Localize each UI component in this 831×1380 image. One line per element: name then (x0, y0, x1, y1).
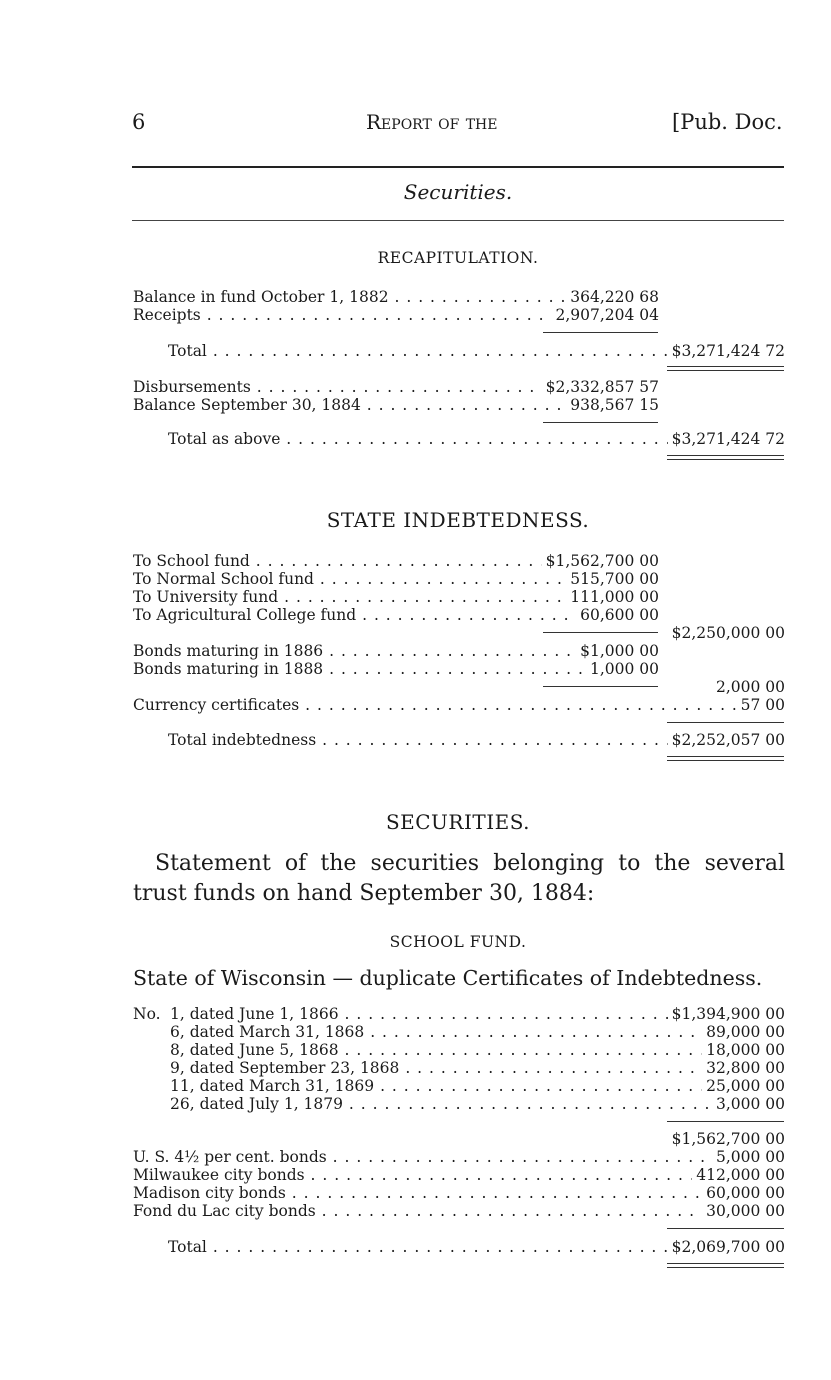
subtotal-rule (543, 422, 658, 423)
row-amount: 938,567 15 (566, 396, 659, 414)
row-label: Total . . . (168, 1238, 781, 1256)
row-label: To Normal School fund . . . (133, 570, 655, 588)
row-label: 26, dated July 1, 1879 . . . (170, 1095, 781, 1113)
header-rule (132, 166, 784, 168)
row-total: $1,562,700 00 (668, 1130, 785, 1148)
recap-total-row (168, 342, 785, 360)
row-label: To University fund . . . (133, 588, 655, 606)
subtotal-rule (543, 332, 658, 333)
state-indebtedness-heading: STATE INDEBTEDNESS. (326, 508, 590, 532)
section-running-title: Securities. (403, 180, 513, 204)
row-label: Madison city bonds . . . (133, 1184, 781, 1202)
row-amount: 111,000 00 (566, 588, 659, 606)
certificates-subtotal (133, 1130, 785, 1148)
row-label: Milwaukee city bonds . . . (133, 1166, 781, 1184)
bond-row (133, 1166, 785, 1184)
row-amount: 515,700 00 (566, 570, 659, 588)
row-label: Receipts . . . (133, 306, 655, 324)
row-label: To School fund . . . (133, 552, 655, 570)
row-label: 1, dated June 1, 1866 . . . (170, 1005, 781, 1023)
row-total: 2,000 00 (712, 678, 785, 696)
row-total: $3,271,424 72 (668, 430, 785, 448)
row-total: $1,394,900 00 (668, 1005, 785, 1023)
row-total: 30,000 00 (702, 1202, 785, 1220)
securities-statement: Statement of the securities belonging to the several trust funds on hand September 30, 1884: (133, 851, 785, 906)
row-label: Total indebtedness . . . (168, 731, 781, 749)
subtotal-rule (667, 1228, 784, 1229)
row-label: Total . . . (168, 342, 781, 360)
school-fund-heading: SCHOOL FUND. (389, 933, 527, 951)
row-amount: 1,000 00 (586, 660, 659, 678)
row-label: 11, dated March 31, 1869 . . . (170, 1077, 781, 1095)
subtotal-rule (667, 1121, 784, 1122)
row-label: 9, dated September 23, 1868 . . . (170, 1059, 781, 1077)
recap-row (133, 396, 785, 414)
indebtedness-row (133, 642, 785, 660)
certificate-row (170, 1023, 785, 1041)
bond-row (133, 1202, 785, 1220)
row-label: 8, dated June 5, 1868 . . . (170, 1041, 781, 1059)
row-label: Bonds maturing in 1886 . . . (133, 642, 655, 660)
row-amount: 60,600 00 (576, 606, 659, 624)
indebtedness-subtotal (133, 678, 785, 696)
row-label: Balance in fund October 1, 1882 . . . (133, 288, 655, 306)
certificate-row (170, 1005, 785, 1023)
double-rule (667, 1263, 784, 1268)
row-total: 18,000 00 (702, 1041, 785, 1059)
indebtedness-subtotal (133, 624, 785, 642)
certificate-row (170, 1095, 785, 1113)
page-number: 6 (132, 110, 146, 134)
certificate-row (170, 1059, 785, 1077)
row-total: 25,000 00 (702, 1077, 785, 1095)
indebtedness-row (133, 696, 785, 714)
recap-row (133, 378, 785, 396)
recap-row (133, 288, 785, 306)
recap-row (133, 306, 785, 324)
row-label: Balance September 30, 1884 . . . (133, 396, 655, 414)
double-rule (667, 756, 784, 761)
row-amount: 364,220 68 (566, 288, 659, 306)
indebtedness-row (133, 588, 785, 606)
section-rule (132, 220, 784, 221)
indebtedness-row (133, 660, 785, 678)
row-label: U. S. 4½ per cent. bonds . . . (133, 1148, 781, 1166)
row-label: Bonds maturing in 1888 . . . (133, 660, 655, 678)
row-total: 412,000 00 (692, 1166, 785, 1184)
indebtedness-total-row (168, 731, 785, 749)
row-total: 60,000 00 (702, 1184, 785, 1202)
running-title: Report of the (366, 110, 498, 134)
row-amount: $1,562,700 00 (542, 552, 659, 570)
row-total: 3,000 00 (712, 1095, 785, 1113)
row-amount: $2,332,857 57 (542, 378, 659, 396)
recapitulation-heading: RECAPITULATION. (377, 249, 539, 267)
row-label: Total as above . . . (168, 430, 781, 448)
bond-row (133, 1184, 785, 1202)
row-amount: $1,000 00 (576, 642, 659, 660)
row-label: Disbursements . . . (133, 378, 655, 396)
certificate-row (170, 1077, 785, 1095)
row-total: $2,250,000 00 (668, 624, 785, 642)
row-total: $3,271,424 72 (668, 342, 785, 360)
recap-total-row (168, 430, 785, 448)
indebtedness-row (133, 552, 785, 570)
indebtedness-row (133, 606, 785, 624)
row-total: $2,069,700 00 (668, 1238, 785, 1256)
row-total: 32,800 00 (702, 1059, 785, 1077)
bond-row (133, 1148, 785, 1166)
double-rule (667, 366, 784, 371)
row-total: $2,252,057 00 (668, 731, 785, 749)
row-label: Fond du Lac city bonds . . . (133, 1202, 781, 1220)
row-amount: 2,907,204 04 (551, 306, 659, 324)
row-label: To Agricultural College fund . . . (133, 606, 655, 624)
row-total: 5,000 00 (712, 1148, 785, 1166)
row-label: 6, dated March 31, 1868 . . . (170, 1023, 781, 1041)
pub-doc-label: [Pub. Doc. (672, 110, 783, 134)
securities-heading: SECURITIES. (385, 810, 531, 834)
row-total: 57 00 (737, 696, 785, 714)
number-prefix: No. (133, 1005, 161, 1023)
double-rule (667, 455, 784, 460)
certificate-row (170, 1041, 785, 1059)
row-total: 89,000 00 (702, 1023, 785, 1041)
indebtedness-row (133, 570, 785, 588)
school-fund-total-row (168, 1238, 785, 1256)
row-label: Currency certificates . . . (133, 696, 781, 714)
subtotal-rule (667, 722, 784, 723)
wisconsin-certificates-line: State of Wisconsin — duplicate Certificates of Indebtedness. (133, 966, 763, 990)
